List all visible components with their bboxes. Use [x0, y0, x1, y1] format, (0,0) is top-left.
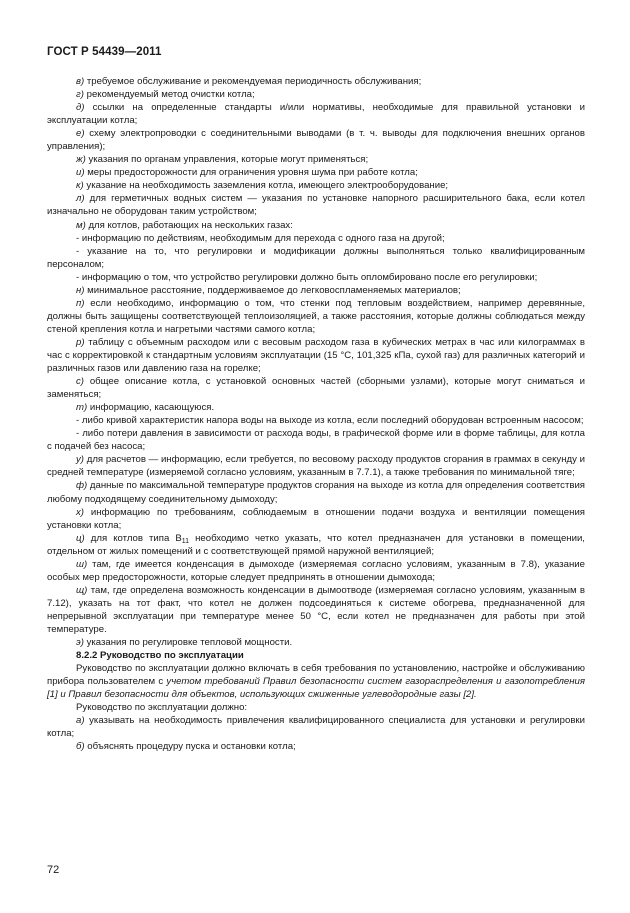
item-marker: ш): [76, 558, 88, 570]
list-item-v: [47, 75, 585, 88]
list-item-k: [47, 179, 585, 192]
manual-text-italic: учетом требований Правил безопасности систем газораспределения и газопотребления [1] и Правил безопасности для объектов, использующих сжиженные углеводородные газы [2].: [47, 676, 585, 701]
list-item-f: [47, 479, 585, 505]
item-text: - информацию о том, что устройство регулировки должно быть опломбировано после его регулировки;: [76, 271, 538, 283]
list-item-zh: [47, 153, 585, 166]
item-marker: щ): [76, 584, 88, 596]
document-body: [47, 75, 585, 753]
list-item-e2: [47, 636, 585, 649]
item-text: указывать на необходимость привлечения квалифицированного специалиста для установки и регулировки котла;: [47, 715, 585, 740]
item-text: там, где определена возможность конденсации в дымоотводе (измеряемая согласно условиям, указанным в 7.12), указать на тот факт, что котел не должен подсоединяться к системе обогрева, предназначенной для непрерывной эксплуатации при температуре менее 50 °С, если котел не предназначен для работы при этой температуре.: [47, 584, 585, 635]
item-marker: ж): [76, 154, 86, 166]
section-title: Руководство по эксплуатации: [100, 650, 244, 662]
item-text: необходимо четко указать, что котел предназначен для установки в помещении, отдельном от жилых помещений и с соответствующей прямой наружной вентиляцией;: [47, 532, 585, 557]
item-marker: л): [76, 193, 85, 205]
list-item-t1: [47, 414, 585, 427]
item-marker: н): [76, 284, 85, 296]
item-text: информацию по требованиям, соблюдаемым в отношении подачи воздуха и вентиляции помещения установки котла;: [47, 506, 585, 531]
item-text: - информацию по действиям, необходимым для перехода с одного газа на другой;: [76, 232, 445, 244]
list-item-l: [47, 192, 585, 218]
item-text: указания по органам управления, которые могут применяться;: [85, 154, 369, 166]
item-text: для котлов, работающих на нескольких газах:: [85, 219, 293, 231]
item-marker: б): [76, 741, 85, 753]
manual-text-before: Руководство по эксплуатации должно включать в себя требования по установлению, настройке и обслуживанию прибора пользователем с: [47, 663, 585, 688]
item-subscript: 11: [181, 537, 190, 545]
item-marker: у): [76, 454, 84, 466]
manual-items-list: [47, 714, 585, 753]
manual-item: [47, 740, 585, 753]
item-marker: в): [76, 76, 85, 87]
list-item-t2: [47, 427, 585, 453]
item-marker: т): [76, 402, 88, 414]
list-item-t: [47, 401, 585, 414]
item-text: указания по регулировке тепловой мощности.: [83, 637, 293, 649]
item-text: данные по максимальной температуре продуктов сгорания на выходе из котла для определения соответствия любому подходящему соединительному дымоходу;: [47, 480, 585, 505]
list-item-n: [47, 284, 585, 297]
item-marker: е): [76, 128, 85, 140]
item-text: для расчетов — информацию, если требуется, по весовому расходу продуктов сгорания в граммах в секунду и средней температуре (измеряемой согласно условиям, указанным в 7.7.1), а также требования по минимальной тяге;: [47, 454, 585, 479]
item-marker: д): [76, 102, 85, 114]
manual-must-paragraph: Руководство по эксплуатации должно:: [76, 702, 248, 714]
requirements-list: [47, 75, 585, 649]
item-text: для котлов типа B: [84, 532, 182, 544]
list-item-shch: [47, 584, 585, 636]
list-item-m1: [47, 232, 585, 245]
item-text: схему электропроводки с соединительными выводами (в т. ч. выводы для подключения внешних органов управления);: [47, 128, 585, 153]
item-text: меры предосторожности для ограничения уровня шума при работе котла;: [84, 167, 418, 179]
section-number: 8.2.2: [76, 650, 98, 662]
item-marker: а): [76, 715, 85, 727]
item-marker: с): [76, 376, 84, 388]
list-item-r: [47, 336, 585, 375]
item-marker: э): [76, 637, 84, 649]
list-item-m: [47, 219, 585, 232]
list-item-u: [47, 453, 585, 479]
item-text: для герметичных водных систем — указания по установке напорного расширительного бака, если котел изначально не оборудован таким устройством;: [47, 193, 585, 218]
item-text: минимальное расстояние, поддерживаемое до легковоспламеняемых материалов;: [84, 284, 461, 296]
item-marker: к): [76, 180, 84, 192]
item-marker: и): [76, 167, 85, 179]
list-item-e: [47, 127, 585, 153]
item-text: таблицу с объемным расходом или с весовым расходом газа в кубических метрах в час или килограммах в час с корректировкой к стандартным условиям эксплуатации (15 °С, 101,325 кПа, сухой газ) для различных категорий и различных газов или давлению газа на горелке;: [47, 336, 585, 375]
item-text: общее описание котла, с установкой основных частей (сборными узлами), которые могут сниматься и заменяться;: [47, 376, 585, 401]
item-text: - либо кривой характеристик напора воды на выходе из котла, если последний оборудован встроенным насосом;: [76, 415, 584, 427]
item-text: ссылки на определенные стандарты и/или нормативы, необходимые для правильной установки и эксплуатации котла;: [47, 102, 585, 127]
list-item-p: [47, 297, 585, 336]
list-item-s: [47, 375, 585, 401]
list-item-i: [47, 166, 585, 179]
page-header: ГОСТ Р 54439—2011: [47, 46, 162, 58]
item-marker: п): [76, 297, 85, 309]
item-text: там, где имеется конденсация в дымоходе (измеряемая согласно условиям, указанным в 7.8), указание особых мер предосторожности, которые следует предпринять в отношении дымохода;: [47, 558, 585, 583]
page-number: 72: [47, 864, 60, 876]
item-marker: ф): [76, 480, 88, 492]
item-text: - либо потери давления в зависимости от расхода воды, в графической форме или в форме таблицы, для котла с подачей без насоса;: [47, 428, 585, 453]
item-marker: г): [76, 89, 84, 101]
item-text: информацию, касающуюся.: [87, 402, 215, 414]
section-heading: [47, 649, 585, 662]
list-item-h: [47, 506, 585, 532]
item-text: рекомендуемый метод очистки котла;: [83, 89, 255, 101]
list-item-d: [47, 101, 585, 127]
list-item-ts: [47, 532, 585, 558]
item-text: если необходимо, информацию о том, что стенки под тепловым воздействием, например деревянные, должны быть защищены соответствующей теплоизоляцией, а также расстояния, которые должны соблюдаться между стеной крепления котла и нагретыми частями самого котла;: [47, 297, 585, 335]
list-item-m2: [47, 245, 585, 271]
list-item-sh: [47, 558, 585, 584]
item-marker: м): [76, 219, 86, 231]
item-marker: х): [76, 506, 84, 518]
item-text: объяснять процедуру пуска и остановки котла;: [84, 741, 296, 753]
manual-paragraph: [47, 662, 585, 701]
item-marker: р): [76, 336, 85, 348]
item-text: указание на необходимость заземления котла, имеющего электрооборудование;: [83, 180, 449, 192]
item-marker: ц): [76, 532, 85, 544]
list-item-m3: [47, 271, 585, 284]
list-item-g: [47, 88, 585, 101]
manual-item: [47, 714, 585, 740]
item-text: требуемое обслуживание и рекомендуемая периодичность обслуживания;: [84, 76, 422, 87]
item-text: - указание на то, что регулировки и модификации должны выполняться только квалифицированным персоналом;: [47, 245, 585, 270]
